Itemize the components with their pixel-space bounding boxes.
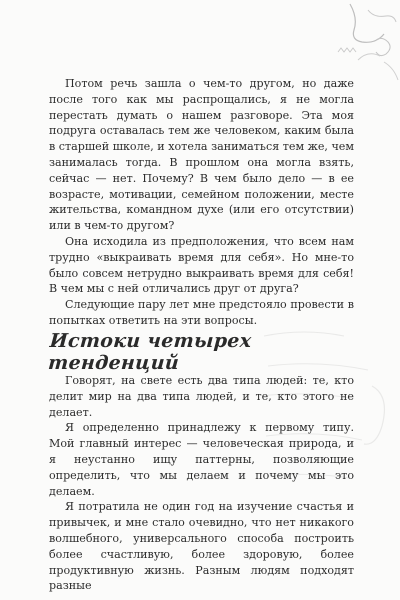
paragraph-1: Потом речь зашла о чем-то другом, но даже после того как мы распрощались, я не могла перестать думать о нашем разговоре. Эта моя подруга оставалась тем же человеком, каким была в старшей школе, и хотела заниматься тем же, чем занималась тогда. В прошлом она могла взять, сейчас — нет. Почему? В чем было дело — в ее возрасте, мотивации, семейном положении, месте жительства, командном духе (или его отсутствии) или в чем-то другом? (49, 77, 354, 233)
section-1-text (49, 76, 354, 329)
section-2-text (49, 373, 354, 594)
paragraph-5: Я определенно принадлежу к первому типу. Мой главный интерес — человеческая природа, и я неустанно ищу паттерны, позволяющие определить, что мы делаем и почему мы это делаем. (49, 421, 354, 498)
paragraph-3: Следующие пару лет мне предстояло провести в попытках ответить на эти вопросы. (49, 298, 354, 327)
section-heading: Истоки четырех тенденций (47, 330, 253, 374)
paragraph-2: Она исходила из предположения, что всем нам трудно «выкраивать время для себя». Но мне-то было совсем нетрудно выкраивать время для себя! В чем мы с ней отличались друг от друга? (49, 234, 354, 296)
paragraph-4: Говорят, на свете есть два типа людей: те, кто делит мир на два типа людей, и те, кто этого не делает. (49, 374, 354, 419)
paragraph-6: Я потратила не один год на изучение счастья и привычек, и мне стало очевидно, что нет никакого волшебного, универсального способа построить более счастливую, более здоровую, более продуктивную жизнь. Разным людям подходят разные (49, 500, 354, 593)
